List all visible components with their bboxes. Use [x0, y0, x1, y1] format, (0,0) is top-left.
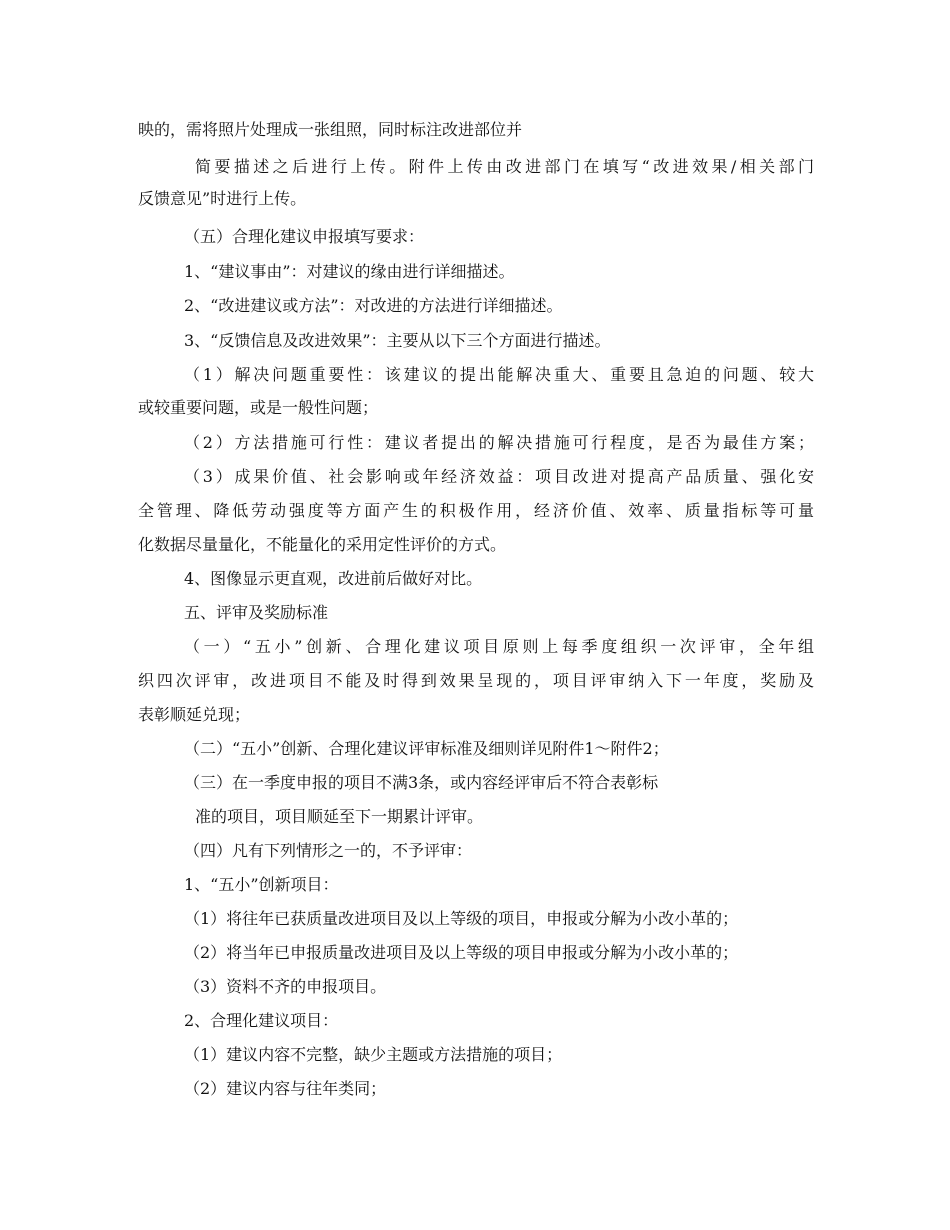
text-line: 准的项目，项目顺延至下一期累计评审。	[195, 807, 484, 826]
text-line: （2）将当年已申报质量改进项目及以上等级的项目申报或分解为小改小革的；	[184, 943, 739, 962]
section-heading: （五）合理化建议申报填写要求：	[184, 227, 425, 246]
text-line: 化数据尽量量化，不能量化的采用定性评价的方式。	[138, 535, 507, 554]
text-line: （1）将往年已获质量改进项目及以上等级的项目，申报或分解为小改小革的；	[184, 909, 739, 928]
section-heading: 五、评审及奖励标准	[184, 603, 329, 622]
text-line: 反馈意见”时进行上传。	[138, 189, 307, 208]
text-line: 织四次评审，改进项目不能及时得到效果呈现的，项目评审纳入下一年度，奖励及	[138, 671, 814, 690]
text-line: 简要描述之后进行上传。附件上传由改进部门在填写“改进效果/相关部门	[195, 157, 814, 176]
text-line: 2、“改进建议或方法”：对改进的方法进行详细描述。	[184, 296, 563, 315]
text-line: 映的，需将照片处理成一张组照，同时标注改进部位并	[138, 120, 523, 139]
text-line: 2、合理化建议项目：	[184, 1011, 339, 1030]
text-line: （三）在一季度申报的项目不满3条，或内容经评审后不符合表彰标	[184, 773, 659, 792]
text-line: （3）资料不齐的申报项目。	[184, 977, 387, 996]
text-line: 4、图像显示更直观，改进前后做好对比。	[184, 569, 483, 588]
text-line: 表彰顺延兑现；	[138, 705, 251, 724]
text-line: （1）建议内容不完整，缺少主题或方法措施的项目；	[184, 1045, 563, 1064]
text-line: 1、“建议事由”：对建议的缘由进行详细描述。	[184, 262, 515, 281]
text-line: （1）解决问题重要性：该建议的提出能解决重大、重要且急迫的问题、较大	[184, 365, 814, 384]
text-line: 或较重要问题，或是一般性问题；	[138, 398, 379, 417]
text-line: 1、“五小”创新项目：	[184, 875, 339, 894]
text-line: 全管理、降低劳动强度等方面产生的积极作用，经济价值、效率、质量指标等可量	[138, 501, 814, 520]
text-line: （二）“五小”创新、合理化建议评审标准及细则详见附件1～附件2；	[184, 739, 669, 758]
text-line: （一）“五小”创新、合理化建议项目原则上每季度组织一次评审，全年组	[184, 637, 814, 656]
text-line: （2）建议内容与往年类同；	[184, 1079, 387, 1098]
text-line: 3、“反馈信息及改进效果”：主要从以下三个方面进行描述。	[184, 331, 611, 350]
text-line: （3）成果价值、社会影响或年经济效益：项目改进对提高产品质量、强化安	[184, 467, 814, 486]
text-line: （2）方法措施可行性：建议者提出的解决措施可行程度，是否为最佳方案；	[184, 433, 814, 452]
text-line: （四）凡有下列情形之一的，不予评审：	[184, 841, 473, 860]
